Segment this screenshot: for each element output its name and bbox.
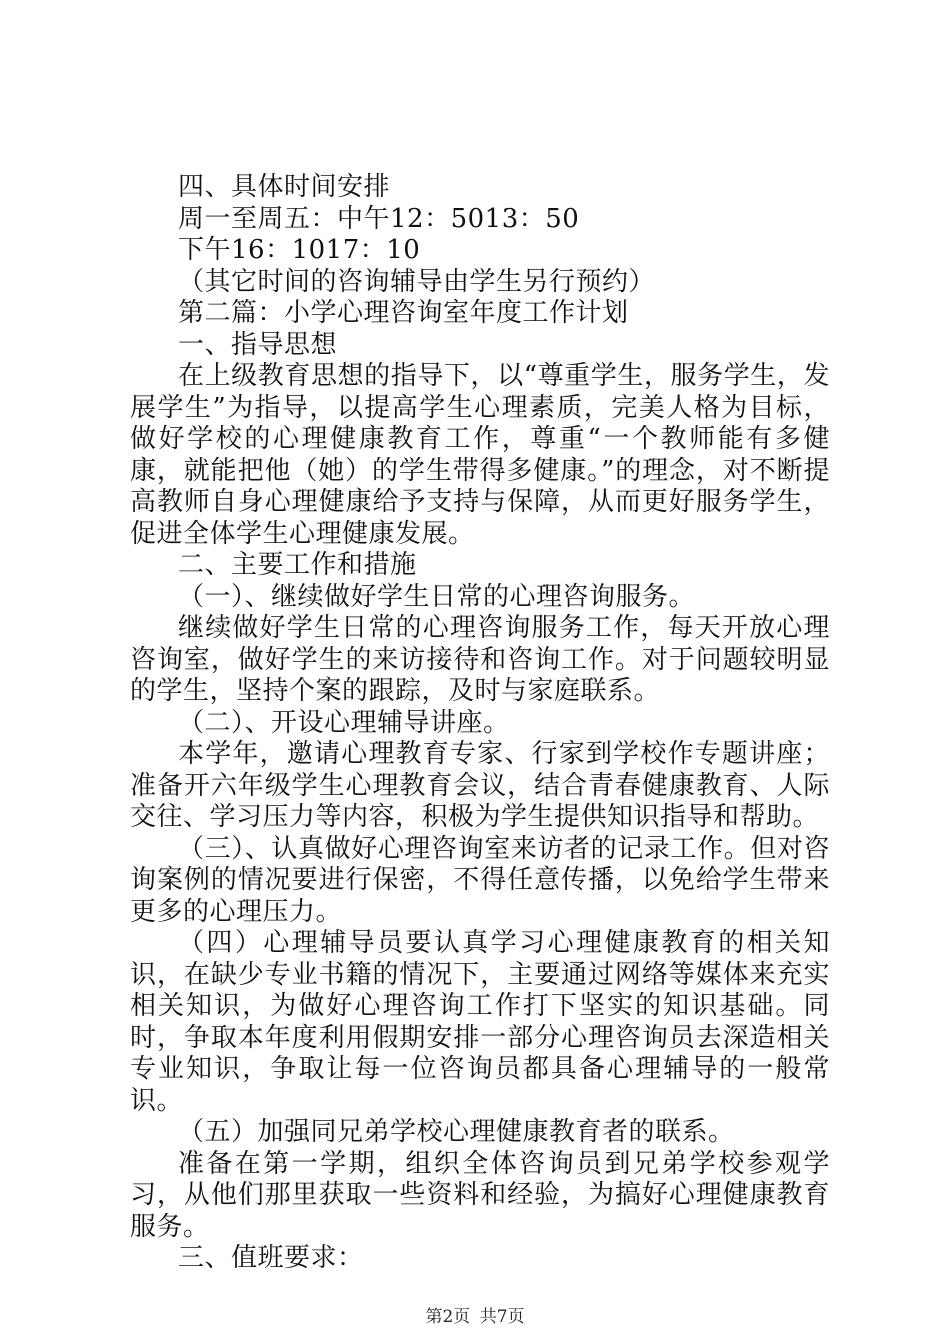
paragraph-item-5: 准备在第一学期，组织全体咨询员到兄弟学校参观学习，从他们那里获取一些资料和经验，为搞好心理健康教育服务。 [130,1148,830,1242]
subheading-item-2: （二）、开设心理辅导讲座。 [178,707,510,738]
section-heading-schedule: 四、具体时间安排 [178,172,391,202]
paragraph-guiding-thought: 在上级教育思想的指导下，以“尊重学生，服务学生，发展学生”为指导，以提高学生心理素质，完美人格为目标，做好学校的心理健康教育工作，尊重“一个教师能有多健康，就能把他（她）的学生带得多健康。”的理念，对不断提高教师自身心理健康给予支持与保障，从而更好服务学生，促进全体学生心理健康发展。 [130,361,830,549]
paragraph-item-4: （四）心理辅导员要认真学习心理健康教育的相关知识，在缺少专业书籍的情况下，主要通过网络等媒体来充实相关知识，为做好心理咨询工作打下坚实的知识基础。同时，争取本年度利用假期安排一部分心理咨询员去深造相关专业知识，争取让每一位咨询员都具备心理辅导的一般常识。 [130,928,830,1116]
subheading-item-1: （一）、继续做好学生日常的心理咨询服务。 [178,581,696,612]
chapter-title: 第二篇：小学心理咨询室年度工作计划 [178,298,629,328]
subheading-item-5: （五）加强同兄弟学校心理健康教育者的联系。 [178,1117,735,1147]
page-footer [0,1302,950,1327]
schedule-afternoon: 下午16：1017：10 [178,235,421,265]
section-heading-duty: 三、值班要求： [178,1243,364,1273]
document-body [130,172,830,1275]
page-number: 第2页 [425,1307,471,1327]
paragraph-item-3: （三）、认真做好心理咨询室来访者的记录工作。但对咨询案例的情况要进行保密，不得任意传播，以免给学生带来更多的心理压力。 [130,833,830,927]
page-total: 共7页 [479,1307,525,1327]
paragraph-item-1: 继续做好学生日常的心理咨询服务工作，每天开放心理咨询室，做好学生的来访接待和咨询工作。对于问题较明显的学生，坚持个案的跟踪，及时与家庭联系。 [130,613,830,706]
schedule-weekday-noon: 周一至周五：中午12：5013：50 [178,203,580,234]
schedule-note: （其它时间的咨询辅导由学生另行预约） [178,266,656,297]
section-heading-main-work: 二、主要工作和措施 [178,550,417,580]
paragraph-item-2: 本学年，邀请心理教育专家、行家到学校作专题讲座；准备开六年级学生心理教育会议，结合青春健康教育、人际交往、学习压力等内容，积极为学生提供知识指导和帮助。 [130,739,830,832]
section-heading-guiding-thought: 一、指导思想 [178,329,338,360]
